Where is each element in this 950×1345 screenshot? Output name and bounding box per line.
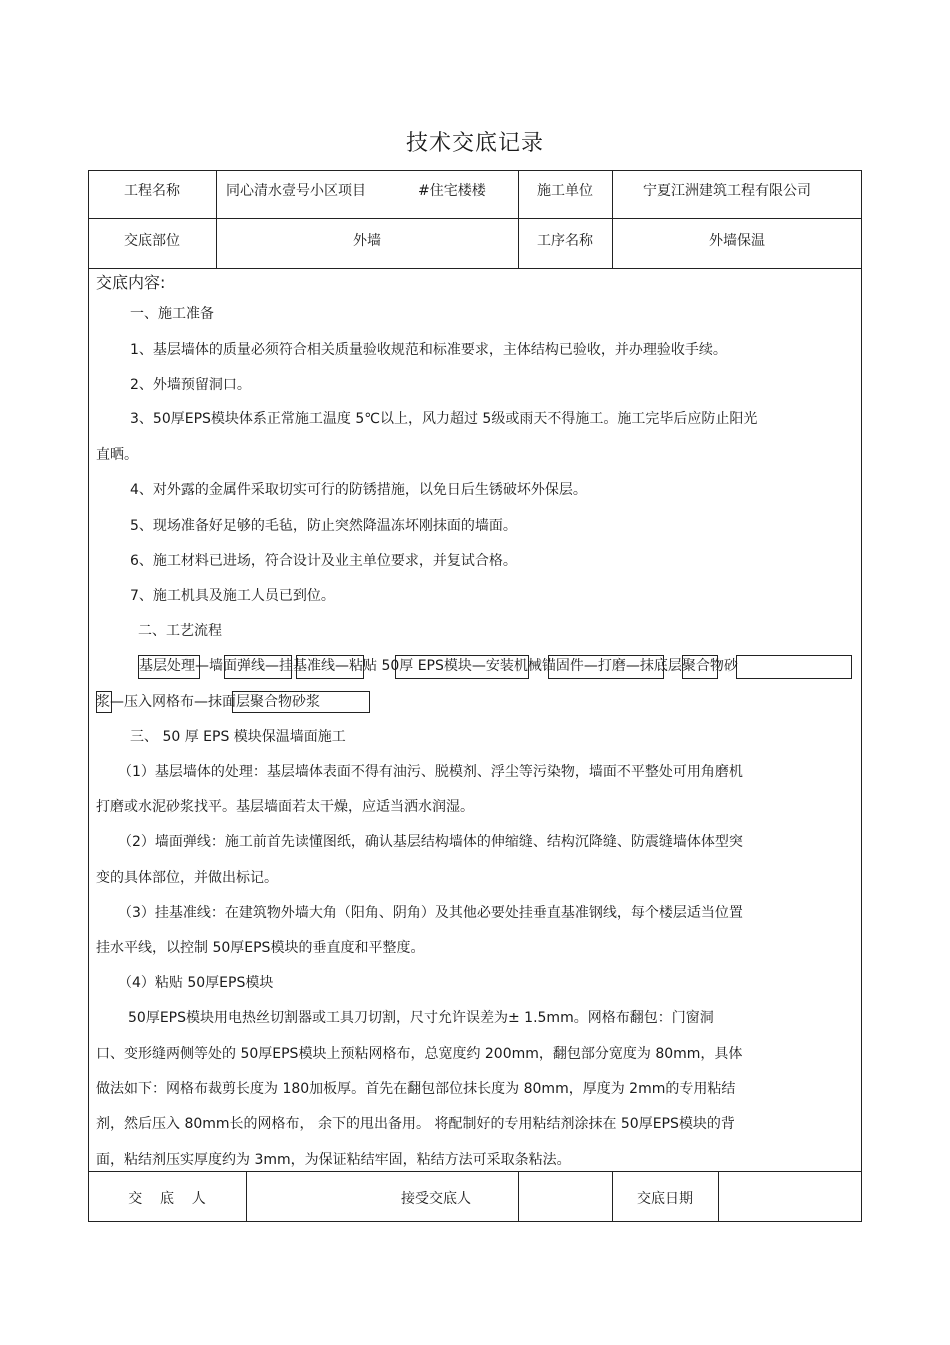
unit-value: 宁夏江洲建筑工程有限公司 — [643, 183, 811, 199]
row-divider — [88, 1171, 862, 1172]
content-line: （1）基层墙体的处理：基层墙体表面不得有油污、脱模剂、浮尘等污染物，墙面不平整处可用角磨机 — [118, 764, 743, 780]
content-line: 6、施工材料已进场，符合设计及业主单位要求，并复试合格。 — [130, 553, 517, 569]
section-heading: 二、工艺流程 — [138, 623, 222, 639]
column-divider — [216, 170, 217, 269]
process-flow-line: 基层处理—墙面弹线—挂基准线—粘贴 50厚 EPS模块—安装机械锚固件—打磨—抹底层聚合物砂 — [139, 658, 738, 674]
content-line: 直晒。 — [96, 447, 138, 463]
section-heading: 三、 50 厚 EPS 模块保温墙面施工 — [130, 729, 346, 745]
process-value: 外墙保温 — [709, 233, 765, 249]
content-line: 4、对外露的金属件采取切实可行的防锈措施，以免日后生锈破坏外保层。 — [130, 482, 587, 498]
unit-label: 施工单位 — [537, 183, 593, 199]
process-label: 工序名称 — [537, 233, 593, 249]
content-line: （4）粘贴 50厚EPS模块 — [118, 975, 274, 991]
content-line: （2）墙面弹线：施工前首先读懂图纸，确认基层结构墙体的伸缩缝、结构沉降缝、防震缝墙体体型突 — [118, 834, 743, 850]
discloser-label: 交 底 人 — [128, 1191, 206, 1207]
process-flow-line: 浆—压入网格布—抹面层聚合物砂浆 — [96, 694, 320, 710]
project-name-value: 同心清水壹号小区项目 — [226, 183, 366, 199]
part-value: 外墙 — [353, 233, 381, 249]
content-line: 面，粘结剂压实厚度约为 3mm，为保证粘结牢固，粘结方法可采取条粘法。 — [96, 1152, 571, 1168]
content-line: 2、外墙预留洞口。 — [130, 377, 251, 393]
part-label: 交底部位 — [124, 233, 180, 249]
content-line: 打磨或水泥砂浆找平。基层墙面若太干燥，应适当洒水润湿。 — [96, 799, 474, 815]
content-line: 口、变形缝两侧等处的 50厚EPS模块上预粘网格布，总宽度约 200mm，翻包部分宽度为 80mm，具体 — [96, 1046, 743, 1062]
project-building-value: #住宅楼楼 — [418, 183, 486, 199]
receiver-label: 接受交底人 — [401, 1191, 471, 1207]
project-name-label: 工程名称 — [124, 183, 180, 199]
content-line: 3、50厚EPS模块体系正常施工温度 5℃以上，风力超过 5级或雨天不得施工。施工完毕后应防止阳光 — [130, 411, 758, 427]
receiver-signature-field — [518, 1189, 612, 1209]
row-divider — [88, 218, 862, 219]
content-line: 5、现场准备好足够的毛毡，防止突然降温冻坏刚抹面的墙面。 — [130, 518, 517, 534]
content-line: 1、基层墙体的质量必须符合相关质量验收规范和标准要求，主体结构已验收，并办理验收手续。 — [130, 342, 727, 358]
document-title: 技术交底记录 — [405, 131, 544, 156]
row-divider — [88, 268, 862, 269]
content-line: 剂，然后压入 80mm长的网格布， 余下的甩出备用。 将配制好的专用粘结剂涂抹在 50厚EPS模块的背 — [96, 1116, 735, 1132]
content-line: 挂水平线，以控制 50厚EPS模块的垂直度和平整度。 — [96, 940, 425, 956]
date-field — [718, 1189, 862, 1209]
section-heading: 一、施工准备 — [130, 306, 214, 322]
flow-step-box — [736, 655, 852, 679]
content-line: 做法如下：网格布裁剪长度为 180加板厚。首先在翻包部位抹长度为 80mm，厚度为 2mm的专用粘结 — [96, 1081, 736, 1097]
content-heading: 交底内容: — [96, 273, 166, 292]
content-line: 变的具体部位，并做出标记。 — [96, 870, 278, 886]
content-line: 7、施工机具及施工人员已到位。 — [130, 588, 335, 604]
date-label: 交底日期 — [637, 1191, 693, 1207]
content-line: （3）挂基准线：在建筑物外墙大角（阳角、阴角）及其他必要处挂垂直基准钢线，每个楼层适当位置 — [118, 905, 743, 921]
content-line: 50厚EPS模块用电热丝切割器或工具刀切割，尺寸允许误差为± 1.5mm。网格布翻包：门窗洞 — [128, 1010, 714, 1026]
